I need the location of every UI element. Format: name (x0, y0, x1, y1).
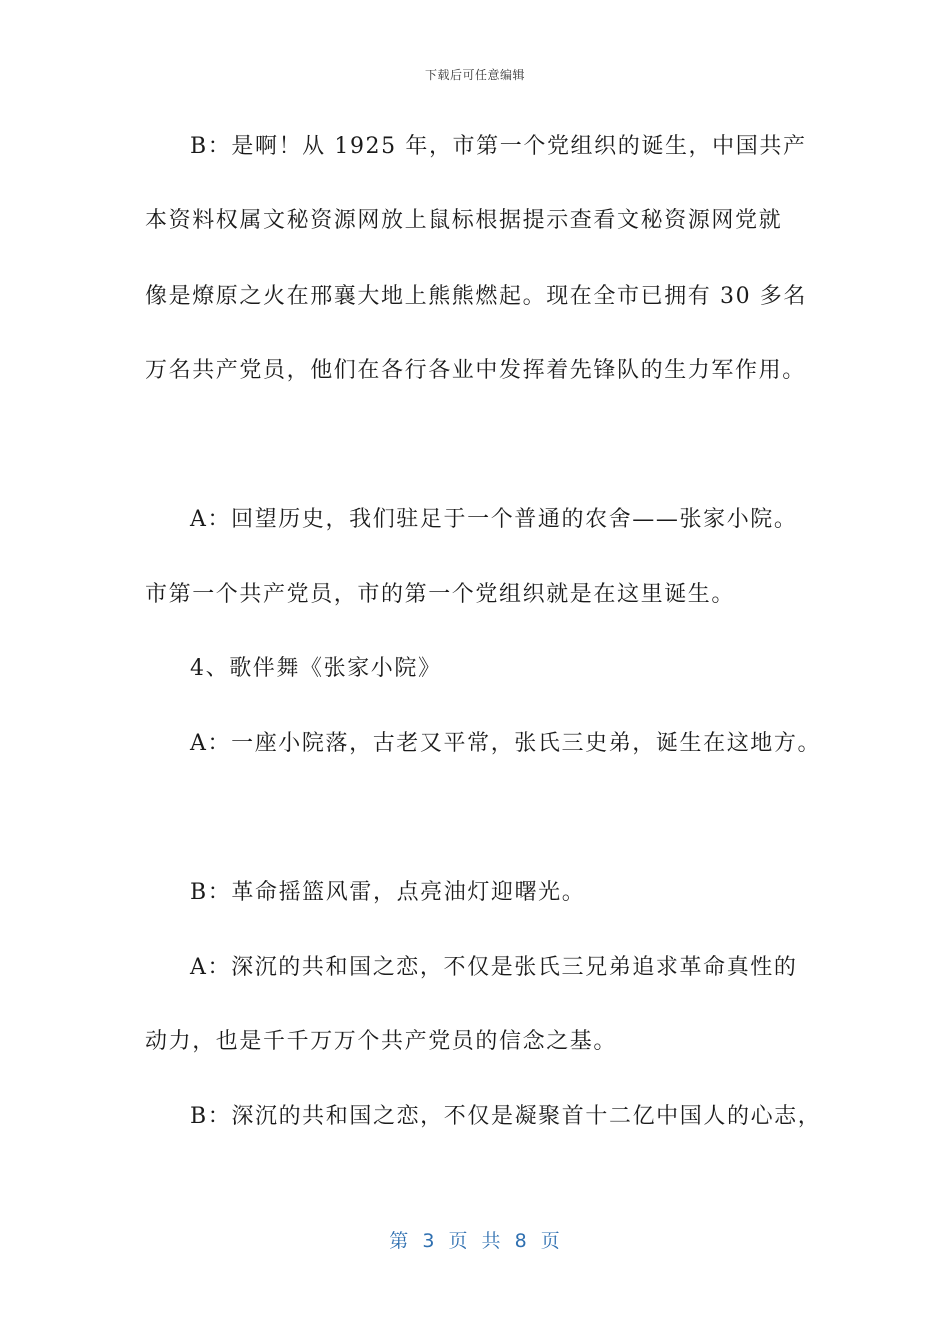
paragraph-line: A：深沉的共和国之恋，不仅是张氏三兄弟追求革命真性的 (190, 955, 798, 980)
paragraph-line: 动力，也是千千万万个共产党员的信念之基。 (145, 1029, 618, 1054)
paragraph-line: 本资料权属文秘资源网放上鼠标根据提示查看文秘资源网党就 (145, 208, 783, 233)
page-header: 下载后可任意编辑 (424, 68, 525, 82)
page-prefix: 第 (389, 1230, 410, 1252)
paragraph-line: A：一座小院落，古老又平常，张氏三史弟，诞生在这地方。 (190, 731, 822, 756)
page-number: 3 (422, 1230, 436, 1252)
paragraph-line: 像是燎原之火在邢襄大地上熊熊燃起。现在全市已拥有 30 多名 (145, 284, 807, 309)
page-middle: 页 共 (448, 1230, 502, 1252)
paragraph-line: A：回望历史，我们驻足于一个普通的农舍——张家小院。 (190, 507, 798, 532)
page-suffix: 页 (540, 1230, 561, 1252)
page-footer (0, 1226, 950, 1253)
paragraph-line: B：革命摇篮风雷，点亮油灯迎曙光。 (190, 880, 586, 905)
paragraph-line: 4、歌伴舞《张家小院》 (190, 656, 442, 681)
paragraph-line: B：深沉的共和国之恋，不仅是凝聚首十二亿中国人的心志， (190, 1104, 822, 1129)
paragraph-line: B：是啊！从 1925 年，市第一个党组织的诞生，中国共产 (190, 134, 807, 159)
paragraph-line: 万名共产党员，他们在各行各业中发挥着先锋队的生力军作用。 (145, 358, 806, 383)
total-pages: 8 (514, 1230, 528, 1252)
paragraph-line: 市第一个共产党员，市的第一个党组织就是在这里诞生。 (145, 582, 736, 607)
